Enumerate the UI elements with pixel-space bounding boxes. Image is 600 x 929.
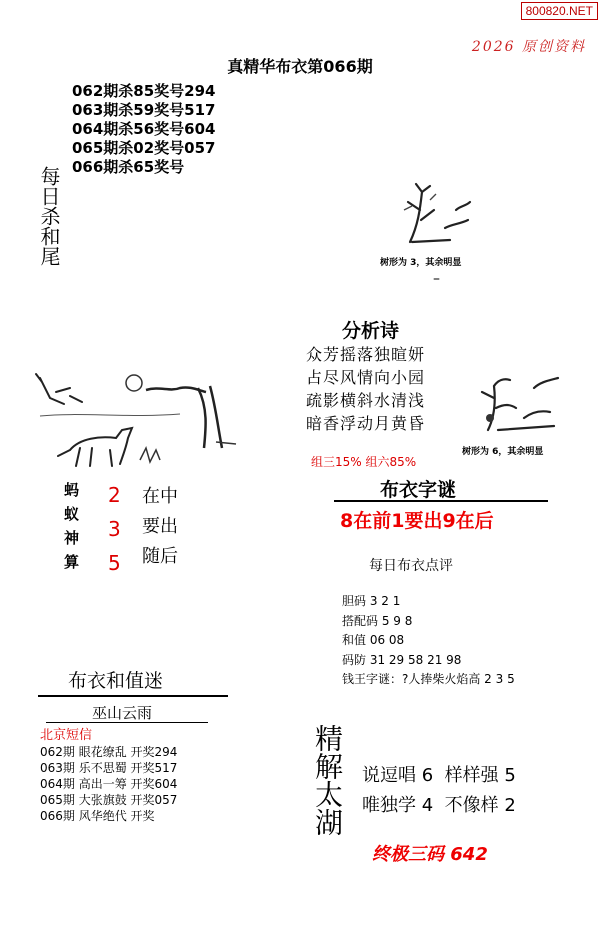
taihu-line: 唯独学 4 不像样 2 (362, 795, 516, 816)
poem-line: 占尽风情向小园 (306, 368, 426, 387)
sum-subtitle: 巫山云雨 (92, 704, 153, 722)
sms-item: 063期 乐不思蜀 开奖517 (40, 761, 178, 775)
divider (46, 722, 208, 723)
daily-kill-label: 每日杀和尾 (37, 166, 61, 266)
sms-item: 062期 眼花缭乱 开奖294 (40, 745, 178, 759)
ant-label (64, 478, 79, 574)
kill-list-item: 066期杀65奖号 (72, 158, 185, 176)
sms-item: 065期 大张旗鼓 开奖057 (40, 793, 178, 807)
original-tag: 2026 原创资料 (471, 39, 586, 55)
ant-number: 2 (108, 483, 121, 507)
review-line: 胆码 3 2 1 (342, 594, 401, 608)
poem (306, 343, 425, 435)
taihu-line: 说逗唱 6 样样强 5 (362, 765, 516, 786)
final-three-codes: 终极三码 642 (372, 844, 488, 865)
poem-line: 暗香浮动月黄昏 (306, 414, 426, 433)
review-title: 每日布衣点评 (369, 558, 453, 574)
riddle-text: 8在前1要出9在后 (340, 510, 494, 532)
sms-list (40, 744, 177, 824)
sms-item: 066期 风华绝代 开奖 (40, 809, 155, 823)
taihu-lines (362, 761, 516, 821)
site-watermark: 800820.NET (521, 2, 598, 20)
tree-caption-1: 树形为 3，其余明显 (380, 258, 462, 268)
ant-label-char: 蚂 (64, 481, 80, 499)
ant-word: 随后 (142, 546, 178, 567)
ant-label-char: 神 (64, 529, 80, 547)
tree-caption-2: 树形为 6，其余明显 (462, 447, 544, 457)
tree-sketch-icon (390, 180, 490, 250)
review-line: 和值 06 08 (342, 633, 405, 647)
ant-word: 要出 (142, 516, 178, 537)
tree-sketch-icon (474, 368, 574, 438)
review-line: 搭配码 5 9 8 (342, 613, 413, 628)
kill-list-item: 065期杀02奖号057 (72, 139, 216, 157)
ant-number: 3 (108, 517, 121, 541)
ant-words (142, 482, 178, 572)
landscape-sketch-icon (30, 368, 250, 473)
review-line: 钱王字谜：?人捧柴火焰高 2 3 5 (342, 672, 515, 686)
riddle-title: 布衣字谜 (380, 479, 457, 501)
sum-title: 布衣和值迷 (68, 670, 164, 692)
ant-label-char: 算 (64, 553, 80, 571)
review-line: 码防 31 29 58 21 98 (342, 652, 462, 667)
kill-list (72, 82, 216, 177)
review-list (342, 592, 515, 690)
kill-list-item: 063期杀59奖号517 (72, 101, 216, 119)
divider (38, 695, 228, 697)
dash-mark: – (433, 271, 440, 287)
ant-number: 5 (108, 551, 121, 575)
page-title: 真精华布衣第066期 (227, 57, 373, 76)
poem-line: 疏影横斜水清浅 (306, 391, 426, 410)
poem-title: 分析诗 (342, 320, 400, 342)
kill-list-item: 062期杀85奖号294 (72, 82, 216, 100)
beijing-label: 北京短信 (40, 728, 93, 743)
ant-label-char: 蚁 (64, 505, 80, 523)
ant-numbers (108, 478, 121, 580)
kill-list-item: 064期杀56奖号604 (72, 120, 216, 138)
ant-word: 在中 (142, 486, 178, 507)
group-percent: 组三15% 组六85% (311, 455, 417, 469)
sms-item: 064期 高出一筹 开奖604 (40, 777, 178, 791)
poem-line: 众芳摇落独暄妍 (306, 345, 426, 364)
taihu-vertical-title: 精解太湖 (311, 724, 344, 836)
